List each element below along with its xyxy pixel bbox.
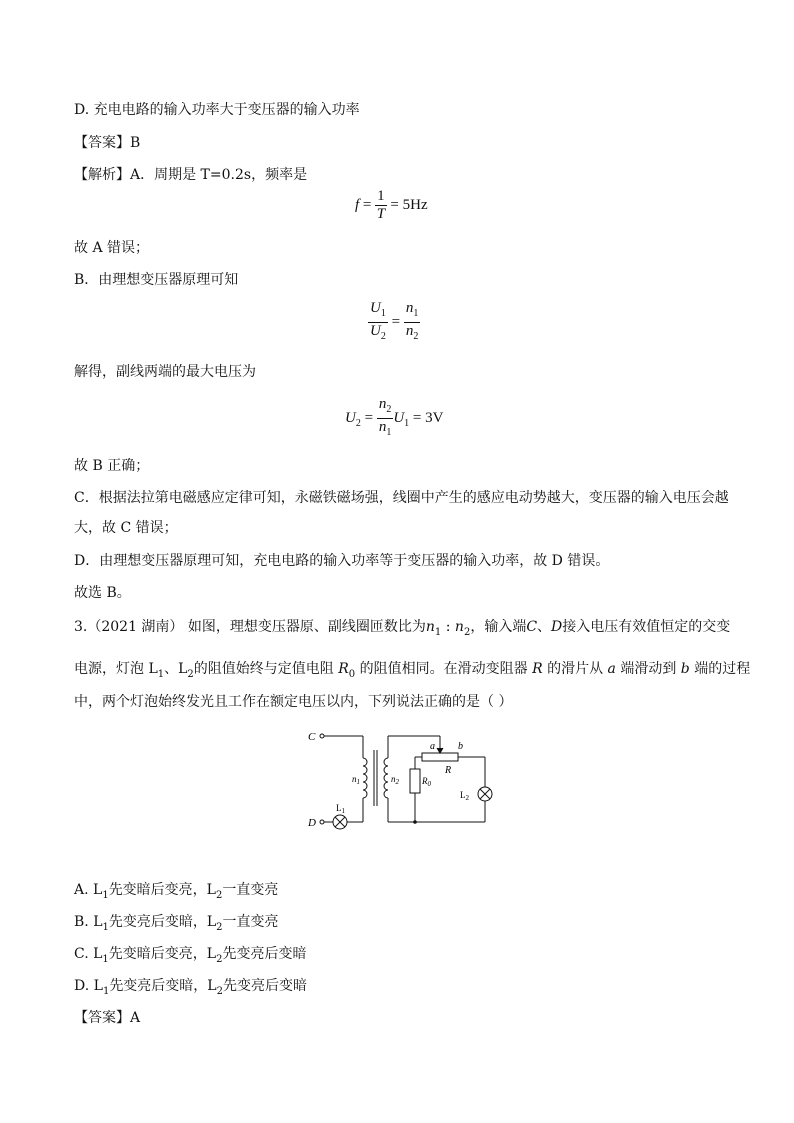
q3-option-a: A. $L_1$先变暗后变亮，$L_2$一直变亮 [74,882,279,901]
c-text-1: C．根据法拉第电磁感应定律可知，永磁铁磁场强，线圈中产生的感应电动势越大，变压器的输入电压会越 [74,490,729,506]
q3-answer-value: A [130,1010,141,1026]
opt-c-p: C. L [74,946,103,962]
secondary-coil [384,758,388,798]
opt-a-p: A. L [74,882,103,898]
frac-den: T [376,206,386,222]
opt-b-p: B. L [74,914,103,930]
frac-1-over-T [375,188,387,223]
terminal-d [320,820,324,824]
q3-answer-tag: 【答案】 [74,1010,130,1026]
label-r: R [445,765,452,776]
u1: U [370,300,381,316]
label-d: D [308,817,316,829]
q3-l2d: 的阻值相同。在滑动变阻器 [359,661,528,677]
u2-sub: 2 [380,331,386,342]
answer-value: B [130,135,141,151]
frac-n2-n1 [377,396,394,441]
f-result: 5Hz [402,196,428,213]
label-l1 [336,803,346,815]
q3-l1b: ，输入端 [470,619,527,635]
u1-sub: 1 [380,308,386,319]
q3-option-d: D. $L_1$先变亮后变暗，$L_2$先变亮后变暗 [74,978,307,997]
label-a: a [430,741,435,752]
q3-line1: 3.（2021 湖南） 如图，理想变压器原、副线圈匝数比为$n_1$ : $n_2$，输入端C、D接入电压有效值恒定的交变 [74,619,731,638]
label-r0-main: R [422,776,428,786]
q3-l2g: 端的过程 [694,661,751,677]
opt-b-m: 先变亮后变暗，L [108,914,217,930]
junction-dot [413,820,417,824]
formula-ratio: $\frac{U_1}{U_2}$ = $\frac{n_1}{n_2}$ [368,300,420,345]
label-n1-main: n [352,774,357,784]
slider-arrow [437,748,443,753]
q3-l2a: 电源，灯泡 L [74,661,158,677]
label-l2 [460,790,470,802]
solve-text: 解得，副线两端的最大电压为 [74,364,256,380]
u2-lhs-sub: 2 [355,417,361,429]
q3-l1d: 接入电压有效值恒定的交变 [562,619,731,635]
u2-lhs: U [345,409,356,426]
label-c: C [308,731,316,743]
resistor-r0 [410,769,420,793]
n1-den-sub: 1 [386,427,392,438]
opt-d-m: 先变亮后变暗，L [109,978,217,994]
n1-den: n [378,419,387,435]
label-r0 [421,776,432,788]
a-conclusion: 故 A 错误； [74,240,150,256]
d-text: D．由理想变压器原理可知，充电电路的输入功率等于变压器的输入功率，故 D 错误。 [74,553,610,569]
opt-c-m: 先变暗后变亮，L [108,946,217,962]
q3-l1c: 、 [537,619,552,635]
opt-d-p: D. L [74,978,103,994]
n2-sub: 2 [413,331,419,342]
answer-tag: 【答案】 [74,135,130,151]
ratio-n2-sub: 2 [463,626,471,638]
opt-d-e: 先变亮后变暗 [222,978,307,994]
opt-a-e: 一直变亮 [222,882,279,898]
label-n2-sub: 2 [395,778,399,786]
ratio-n1: n [425,619,435,635]
u1-mul-sub: 1 [404,417,410,429]
u1-mul: U [393,409,405,426]
opt-a-m: 先变暗后变亮，L [108,882,216,898]
q3-l2-sub: 2 [187,668,194,680]
u2: U [370,323,381,339]
final-choice: 故选 B。 [74,585,131,601]
label-n2-main: n [391,774,396,784]
b-conclusion: 故 B 正确； [74,458,150,474]
q3-b: b [680,661,690,677]
formula-u2: $U_2$ = $\frac{n_2}{n_1}$ $U_1 = 3V$ [345,396,443,441]
label-n2 [391,774,400,786]
analysis-tag: 【解析】 [74,167,130,183]
label-b: b [458,741,463,752]
label-l2-main: L [460,790,466,800]
q3-r: R [532,661,543,677]
formula-frequency: f = $\frac{1}{T}$ = 5Hz [355,188,428,222]
n2: n [405,323,414,339]
frac-num: 1 [377,188,385,204]
n2-num-sub: 2 [386,404,392,415]
analysis-a [74,165,307,185]
b-intro: B．由理想变压器原理可知 [74,272,239,288]
q3-r0: R [338,661,349,677]
label-l1-main: L [336,803,342,813]
q3-l1a: 3.（2021 湖南） 如图，理想变压器原、副线圈匝数比为 [74,619,426,635]
q3-l1-sub: 1 [157,668,165,680]
n2-num: n [378,396,387,412]
circuit-diagram [300,722,500,834]
q3-option-c: C. $L_1$先变暗后变亮，$L_2$先变亮后变暗 [74,946,307,965]
rheostat-r [422,753,458,761]
label-r0-sub: 0 [427,780,431,788]
terminal-c-text: C [526,619,538,635]
q3-line2 [74,659,750,685]
label-l2-sub: 2 [465,794,469,802]
q3-l2c: 的阻值始终与定值电阻 [193,661,334,677]
q3-answer [74,1008,140,1028]
option-d: D. 充电电路的输入功率大于变压器的输入功率 [74,102,360,118]
q3-a: a [607,661,616,677]
u2-result: 3V [425,409,444,426]
label-n1-sub: 1 [356,778,360,786]
terminal-d-text: D [551,619,563,635]
n1: n [405,300,414,316]
q3-l2b: 、L [164,661,188,677]
frac-n [404,300,421,345]
n1-sub: 1 [413,308,419,319]
label-l1-sub: 1 [341,807,345,815]
c-text-2: 大，故 C 错误； [74,520,178,536]
answer-line [74,133,140,153]
q3-option-b: B. $L_1$先变亮后变暗，$L_2$一直变亮 [74,914,279,933]
q3-l2e: 的滑片从 [547,661,604,677]
analysis-a-text: A．周期是 T=0.2s，频率是 [130,167,308,183]
primary-coil [363,758,367,798]
terminal-c [320,734,324,738]
q3-r0-sub: 0 [348,668,356,680]
q3-l2f: 端滑动到 [620,661,677,677]
frac-u [368,300,388,345]
f-symbol: f [355,196,360,213]
ratio-n1-sub: 1 [434,626,442,638]
q3-line3: 中，两个灯泡始终发光且工作在额定电压以内，下列说法正确的是（ ） [74,694,513,710]
opt-c-e: 先变亮后变暗 [222,946,307,962]
label-n1 [352,774,360,786]
ratio-n2: n [454,619,464,635]
opt-b-e: 一直变亮 [222,914,279,930]
